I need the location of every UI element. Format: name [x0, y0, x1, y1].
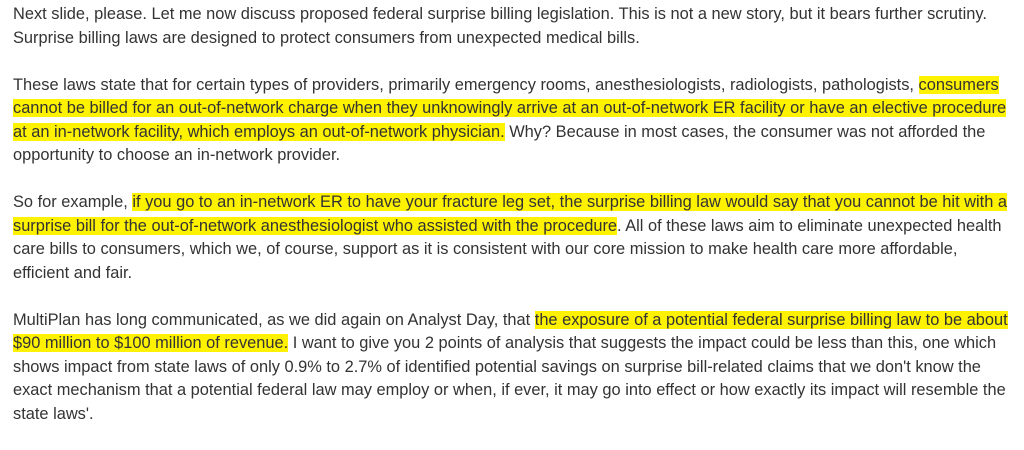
- paragraph-text: I want to give you 2 points of analysis that suggests the impact could be less than this, one which shows impact from state laws of only 0.9% to 2.7% of identified potential savings on surprise bill-related claims that we don't know the exact mechanism that a potential federal law may employ or when, if ever, it may go into effect or how exactly its impact will resemble the state laws'.: [13, 334, 1006, 423]
- paragraph-text: . All of these laws aim to eliminate unexpected health care bills to consumers, which we, of course, support as it is consistent with our core mission to make health care more affordable, efficient and fair.: [13, 216, 1002, 282]
- paragraph-laws: [13, 74, 1013, 168]
- paragraph-text: These laws state that for certain types of providers, primarily emergency rooms, anesthesiologists, radiologists, pathologists,: [13, 75, 919, 94]
- transcript-document: [13, 3, 1013, 450]
- paragraph-text: Why? Because in most cases, the consumer was not afforded the opportunity to choose an in-network provider.: [13, 122, 986, 164]
- paragraph-text: MultiPlan has long communicated, as we did again on Analyst Day, that: [13, 310, 535, 329]
- paragraph-example: [13, 191, 1013, 285]
- paragraph-intro: [13, 3, 1013, 50]
- highlighted-text: consumers cannot be billed for an out-of-network charge when they unknowingly arrive at an out-of-network ER facility or have an elective procedure at an in-network facility, which employs an out-of-network physician.: [13, 75, 1007, 141]
- paragraph-text: Next slide, please. Let me now discuss proposed federal surprise billing legislation. This is not a new story, but it bears further scrutiny. Surprise billing laws are designed to protect consumers from unexpected medical bills.: [13, 5, 987, 47]
- highlighted-text: if you go to an in-network ER to have your fracture leg set, the surprise billing law would say that you cannot be hit with a surprise bill for the out-of-network anesthesiologist who assisted with the procedure: [13, 193, 1007, 235]
- paragraph-multiplan: [13, 309, 1013, 427]
- highlighted-text: the exposure of a potential federal surprise billing law to be about $90 million to $100 million of revenue.: [13, 310, 1008, 352]
- paragraph-text: So for example,: [13, 193, 133, 211]
